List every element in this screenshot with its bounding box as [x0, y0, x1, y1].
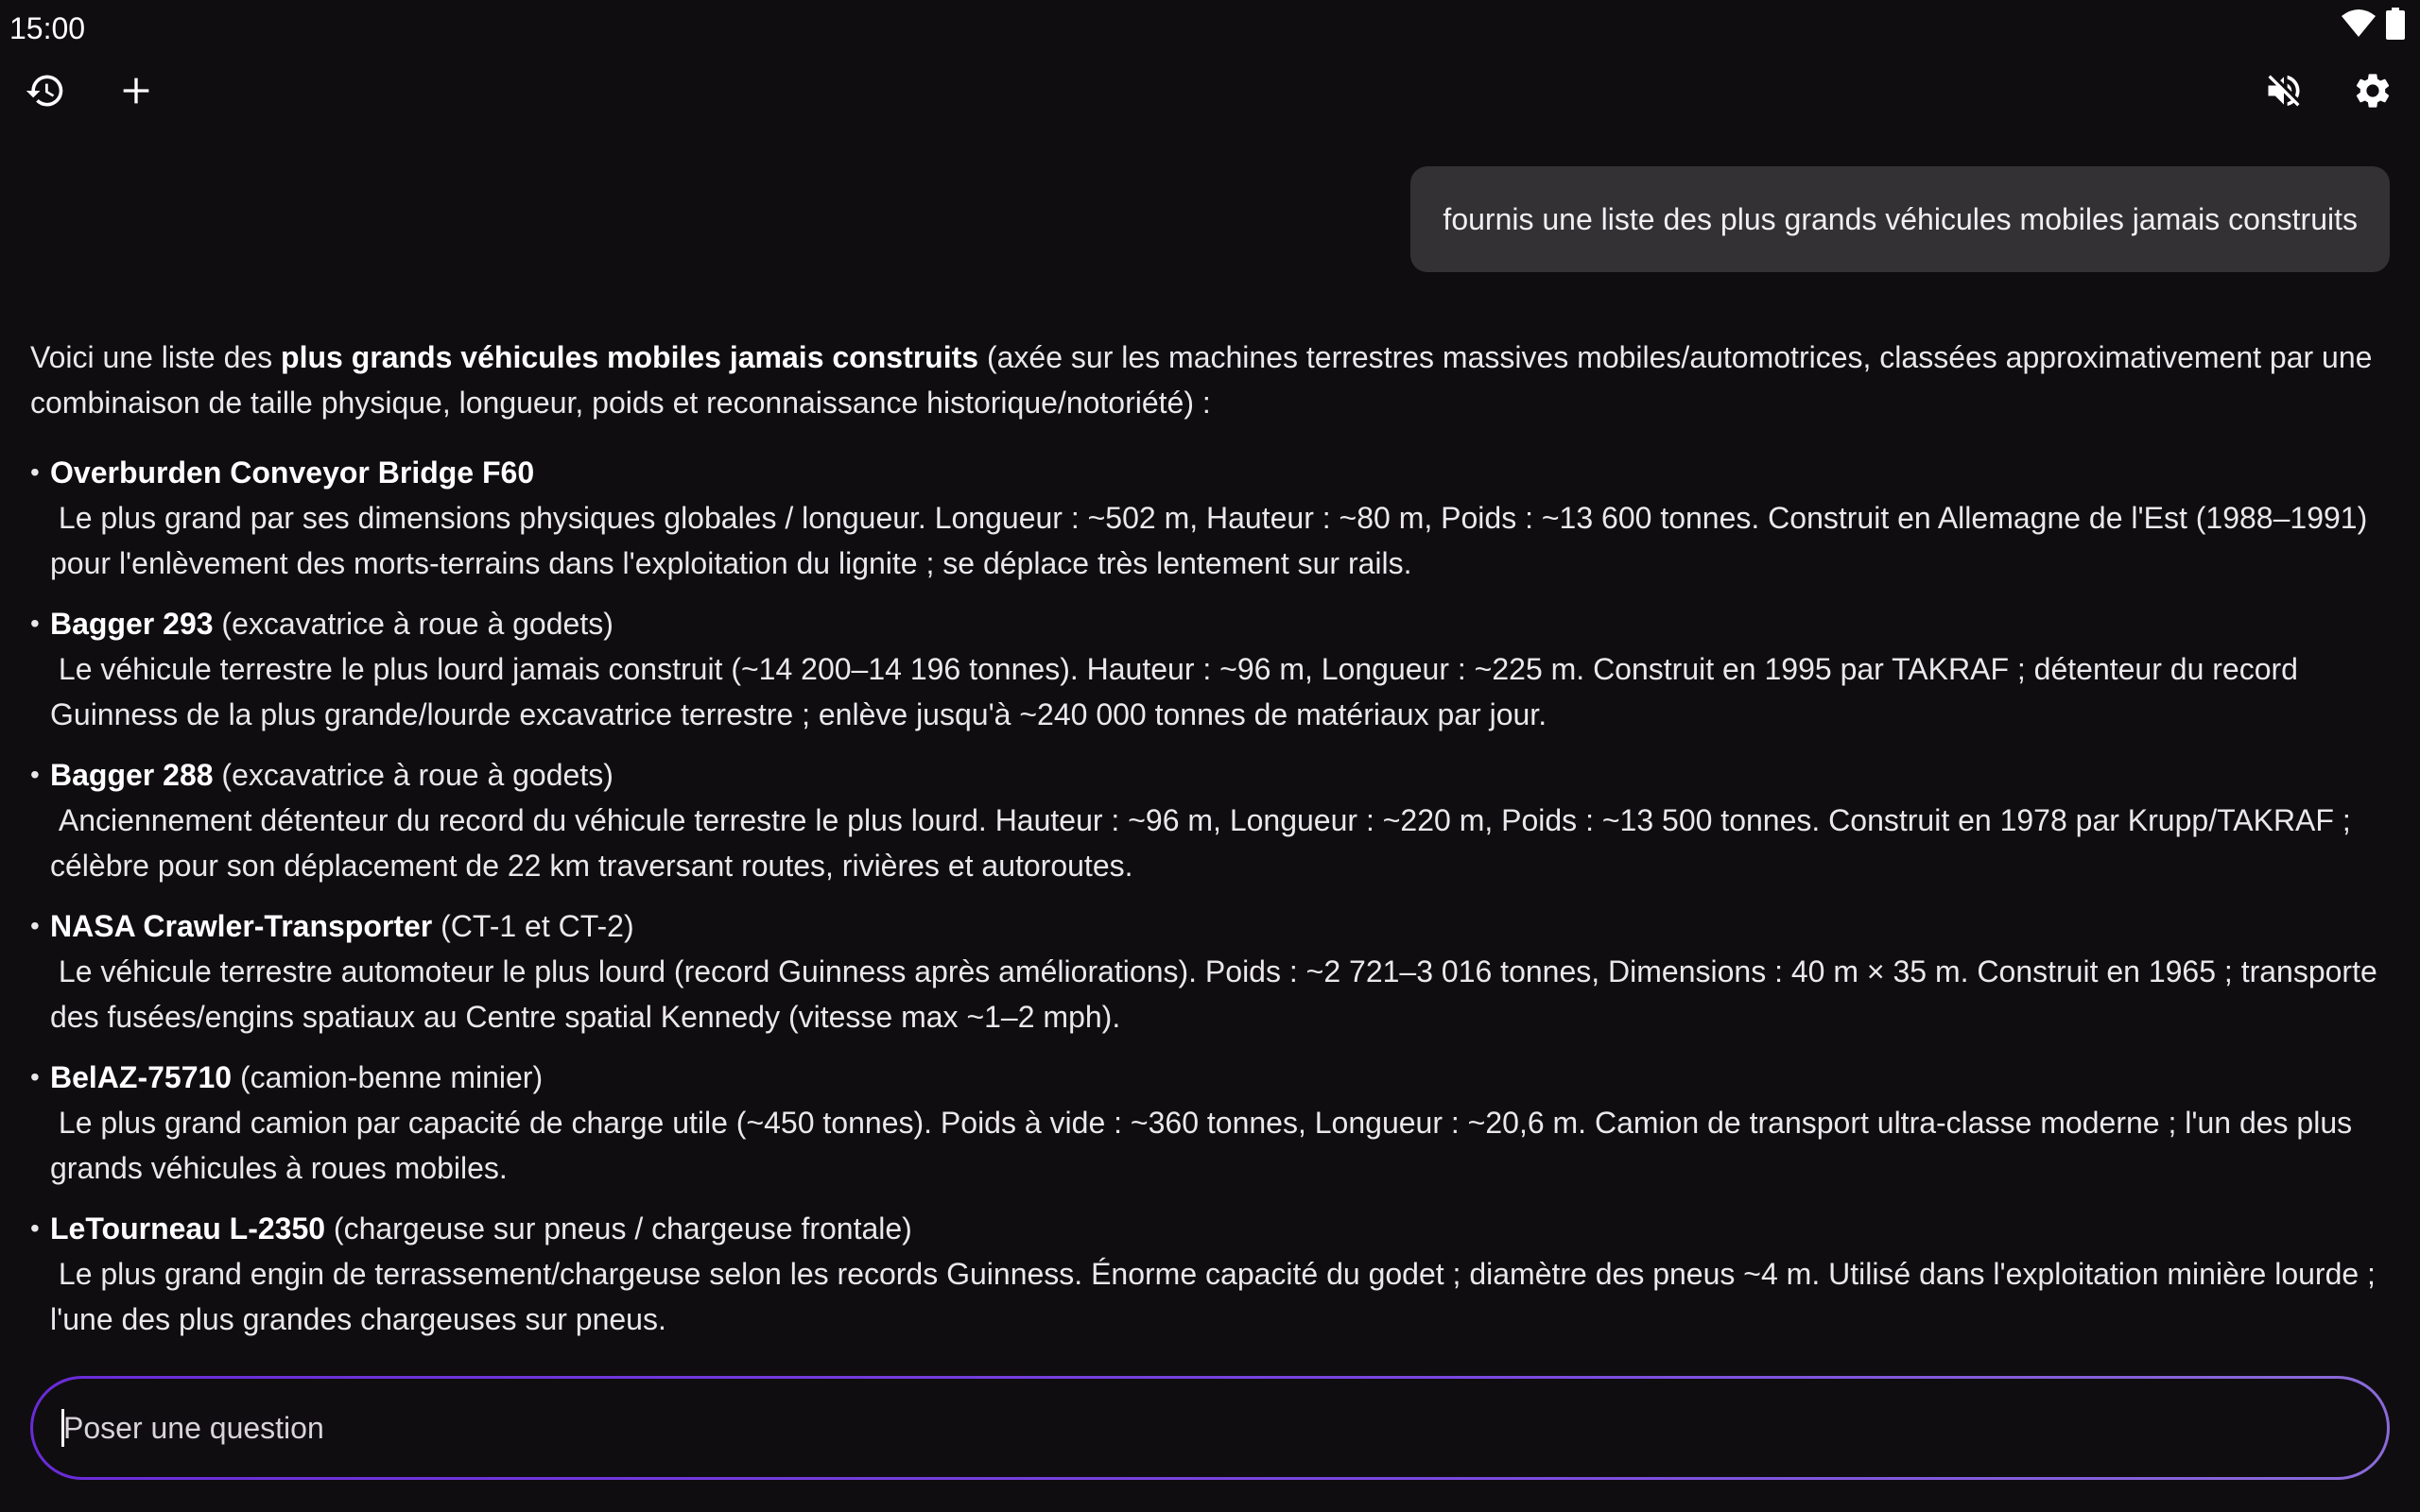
item-description: Le véhicule terrestre le plus lourd jamais construit (~14 200–14 196 tonnes). Hauteur : ~96 m, Longueur : ~225 m. Construit en 1995 par TAKRAF ; détenteur du record Guinness de la plus grande/lourde excavatrice terrestre ; enlève jusqu'à ~240 000 tonnes de matériaux par jour.	[50, 652, 2298, 731]
status-time: 15:00	[9, 11, 86, 45]
item-name: Bagger 288	[50, 758, 214, 792]
assistant-response	[30, 335, 2394, 1357]
intro-bold: plus grands véhicules mobiles jamais construits	[281, 340, 979, 374]
item-suffix: (camion-benne minier)	[232, 1060, 544, 1094]
item-suffix: (chargeuse sur pneus / chargeuse frontale)	[325, 1211, 912, 1246]
intro-after: (axée sur les machines terrestres massives mobiles/automotrices, classées approximativement par une combinaison de taille physique, longueur, poids et reconnaissance historique/notoriété) :	[30, 340, 2373, 420]
list-item	[30, 1055, 2394, 1191]
ask-input[interactable]	[61, 1410, 2387, 1447]
gear-icon	[2352, 70, 2394, 116]
battery-icon	[2386, 8, 2405, 44]
new-chat-button[interactable]	[106, 62, 166, 123]
item-suffix: (excavatrice à roue à godets)	[213, 607, 614, 641]
plus-icon	[117, 72, 155, 114]
list-item	[30, 903, 2394, 1040]
composer	[30, 1376, 2390, 1480]
item-description: Anciennement détenteur du record du véhicule terrestre le plus lourd. Hauteur : ~96 m, Longueur : ~220 m, Poids : ~13 500 tonnes. Construit en 1978 par Krupp/TAKRAF ; célèbre pour son déplacement de 22 km traversant routes, rivières et autoroutes.	[50, 803, 2351, 883]
vehicle-list	[30, 450, 2394, 1342]
intro-before: Voici une liste des	[30, 340, 282, 374]
mute-button[interactable]	[2254, 62, 2314, 123]
status-icons	[2341, 8, 2405, 44]
item-suffix: (CT-1 et CT-2)	[432, 909, 634, 943]
user-message-bubble	[1410, 166, 2390, 272]
item-description: Le véhicule terrestre automoteur le plus lourd (record Guinness après améliorations). Poids : ~2 721–3 016 tonnes, Dimensions : 40 m × 35 m. Construit en 1965 ; transporte des fusées/engins spatiaux au Centre spatial Kennedy (vitesse max ~1–2 mph).	[50, 954, 2377, 1034]
history-icon	[25, 70, 66, 116]
wifi-icon	[2341, 9, 2377, 43]
list-item	[30, 450, 2394, 586]
item-description: Le plus grand engin de terrassement/chargeuse selon les records Guinness. Énorme capacité du godet ; diamètre des pneus ~4 m. Utilisé dans l'exploitation minière lourde ; l'une des plus grandes chargeuses sur pneus.	[50, 1257, 2376, 1336]
item-name: Bagger 293	[50, 607, 214, 641]
item-description: Le plus grand camion par capacité de charge utile (~450 tonnes). Poids à vide : ~360 tonnes, Longueur : ~20,6 m. Camion de transport ultra-classe moderne ; l'un des plus grands véhicules à roues mobiles.	[50, 1106, 2353, 1185]
list-item	[30, 1206, 2394, 1342]
item-name: Overburden Conveyor Bridge F60	[50, 455, 535, 490]
composer-inner	[33, 1379, 2387, 1477]
response-intro	[30, 335, 2394, 425]
item-description: Le plus grand par ses dimensions physiques globales / longueur. Longueur : ~502 m, Hauteur : ~80 m, Poids : ~13 600 tonnes. Construit en Allemagne de l'Est (1988–1991) pour l'enlèvement des morts-terrains dans l'exploitation du lignite ; se déplace très lentement sur rails.	[50, 501, 2368, 580]
item-name: BelAZ-75710	[50, 1060, 233, 1094]
item-name: NASA Crawler-Transporter	[50, 909, 433, 943]
volume-off-icon	[2263, 70, 2305, 116]
toolbar	[0, 57, 2420, 123]
list-item	[30, 601, 2394, 737]
item-suffix: (excavatrice à roue à godets)	[213, 758, 614, 792]
list-item	[30, 752, 2394, 888]
settings-button[interactable]	[2342, 62, 2403, 123]
history-button[interactable]	[15, 62, 76, 123]
user-message-text: fournis une liste des plus grands véhicules mobiles jamais construits	[1443, 201, 2358, 236]
item-name: LeTourneau L-2350	[50, 1211, 326, 1246]
status-bar	[0, 0, 2420, 57]
